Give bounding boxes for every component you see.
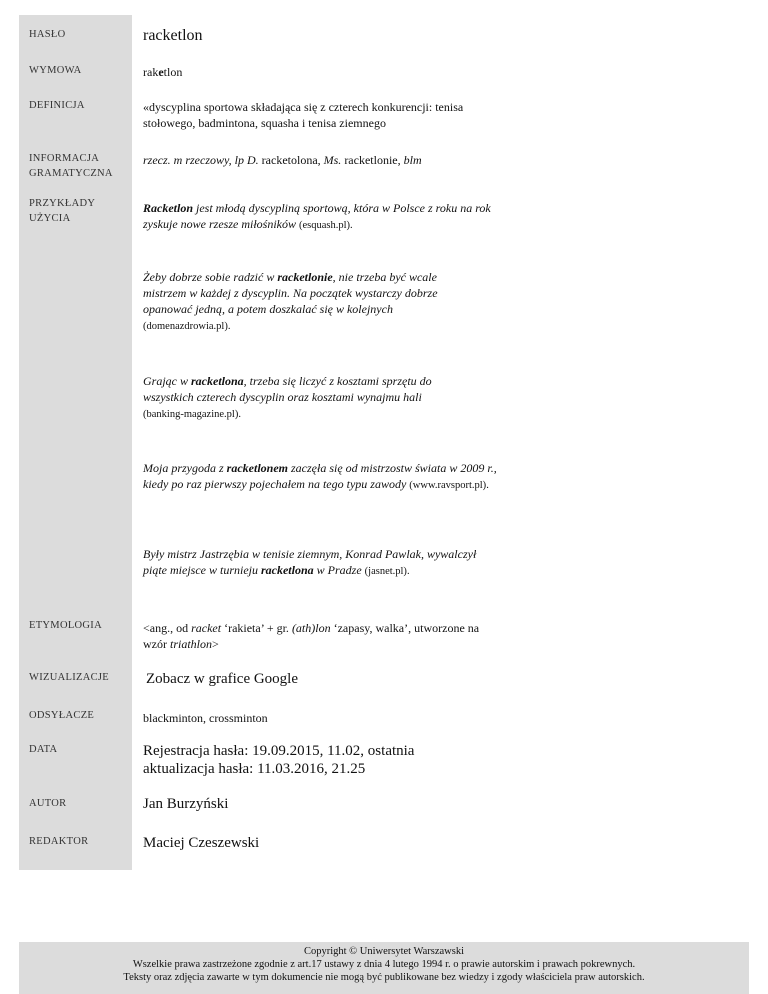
example-3-end: . bbox=[238, 409, 241, 420]
etymology-part-2: racket bbox=[191, 621, 222, 635]
grammar-part-3: Ms. bbox=[323, 153, 342, 167]
etymology-part-5: ‘zapasy, walka’, utworzone na wzór bbox=[143, 621, 480, 651]
example-3-pre: Grając w bbox=[143, 374, 191, 388]
example-3-source: (banking-magazine.pl) bbox=[143, 409, 239, 420]
example-4-end: . bbox=[486, 480, 489, 491]
example-5-text: w Pradze bbox=[313, 563, 365, 577]
label-wizualizacje: WIZUALIZACJE bbox=[29, 672, 109, 683]
example-2 bbox=[143, 269, 463, 335]
footer-notice: Teksty oraz zdjęcia zawarte w tym dokumencie nie mogą być publikowane bez wiedzy i zgody właściciela praw autorskich. bbox=[123, 972, 645, 983]
dictionary-entry bbox=[19, 0, 749, 994]
grammar-part-1: rzecz. m rzeczowy, lp D. bbox=[143, 153, 259, 167]
google-images-link[interactable]: Zobacz w grafice Google bbox=[146, 671, 299, 687]
example-4 bbox=[143, 460, 498, 494]
grammar-info bbox=[143, 152, 523, 168]
pronunciation-stress: e bbox=[158, 65, 164, 79]
label-autor: AUTOR bbox=[29, 798, 67, 809]
etymology-part-3: ‘rakieta’ + gr. bbox=[221, 621, 292, 635]
example-5-headword: racketlona bbox=[260, 563, 314, 577]
example-1-end: . bbox=[350, 220, 353, 231]
example-5-end: . bbox=[406, 566, 410, 577]
label-informacja: INFORMACJA GRAMATYCZNA bbox=[29, 153, 113, 179]
etymology-part-6: triathlon bbox=[170, 637, 213, 651]
label-wymowa: WYMOWA bbox=[29, 65, 82, 76]
example-5 bbox=[143, 546, 503, 580]
grammar-part-5: blm bbox=[403, 153, 422, 167]
example-1-headword: Racketlon bbox=[143, 201, 193, 215]
etymology-part-1: <ang., od bbox=[143, 621, 192, 635]
grammar-part-4: racketlonie, bbox=[341, 153, 404, 167]
example-2-headword: racketlonie bbox=[277, 270, 333, 284]
etymology bbox=[143, 620, 503, 652]
example-1-text: jest młodą dyscypliną sportową, która w Polsce z roku na rok zyskuje nowe rzesze miłośników bbox=[143, 201, 491, 231]
example-2-end: . bbox=[227, 321, 231, 332]
label-haslo: HASŁO bbox=[29, 29, 66, 40]
date-info: Rejestracja hasła: 19.09.2015, 11.02, ostatnia aktualizacja hasła: 11.03.2016, 21.25 bbox=[143, 743, 415, 777]
label-przyklady: PRZYKŁADY UŻYCIA bbox=[29, 198, 95, 224]
example-4-headword: racketlonem bbox=[226, 461, 288, 475]
example-1 bbox=[143, 200, 503, 234]
example-4-text: zaczęła się od mistrzostw świata w 2009 r., kiedy po raz pierwszy pojechałem na tego typu zawody bbox=[143, 461, 497, 491]
label-redaktor: REDAKTOR bbox=[29, 836, 89, 847]
definition: «dyscyplina sportowa składająca się z czterech konkurencji: tenisa stołowego, badmintona, squasha i tenisa ziemnego bbox=[143, 100, 464, 130]
label-data: DATA bbox=[29, 744, 58, 755]
headword: racketlon bbox=[143, 27, 203, 44]
etymology-part-7: > bbox=[212, 637, 219, 651]
example-2-source: (domenazdrowia.pl) bbox=[143, 321, 228, 332]
footer-rights: Wszelkie prawa zastrzeżone zgodnie z art.17 ustawy z dnia 4 lutego 1994 r. o prawie autorskim i prawach pokrewnych. bbox=[132, 959, 636, 970]
example-3-text: , trzeba się liczyć z kosztami sprzętu do wszystkich czterech dyscyplin oraz kosztami wynajmu hali bbox=[143, 374, 432, 404]
etymology-part-4: (ath)lon bbox=[291, 621, 331, 635]
pronunciation bbox=[143, 64, 523, 80]
example-1-source: (esquash.pl) bbox=[298, 220, 351, 231]
author: Jan Burzyński bbox=[143, 796, 229, 812]
editor: Maciej Czeszewski bbox=[143, 835, 260, 851]
example-5-source: (jasnet.pl) bbox=[364, 566, 407, 577]
label-etymologia: ETYMOLOGIA bbox=[29, 620, 102, 631]
example-4-source: (www.ravsport.pl) bbox=[409, 480, 487, 491]
example-2-pre: Żeby dobrze sobie radzić w bbox=[143, 270, 278, 284]
example-2-text: , nie trzeba być wcale mistrzem w każdej z dyscyplin. Na początek wystarczy dobrze opanować jedną, a potem doszkalać się w kolejnych bbox=[143, 270, 438, 316]
pronunciation-pre: rak bbox=[143, 65, 159, 79]
cross-references: blackminton, crossminton bbox=[143, 711, 268, 725]
label-definicja: DEFINICJA bbox=[29, 100, 85, 111]
example-4-pre: Moja przygoda z bbox=[143, 461, 227, 475]
footer-copyright: Copyright © Uniwersytet Warszawski bbox=[303, 946, 465, 957]
label-odsylacze: ODSYŁACZE bbox=[29, 710, 95, 721]
copyright-footer bbox=[19, 942, 749, 994]
example-3 bbox=[143, 373, 463, 423]
pronunciation-post: tlon bbox=[163, 65, 183, 79]
label-column bbox=[19, 15, 132, 870]
grammar-part-2: racketolona, bbox=[258, 153, 324, 167]
example-3-headword: racketlona bbox=[191, 374, 244, 388]
example-5-pre: Były mistrz Jastrzębia w tenisie ziemnym, Konrad Pawlak, wywalczył piąte miejsce w turnieju bbox=[143, 547, 477, 577]
